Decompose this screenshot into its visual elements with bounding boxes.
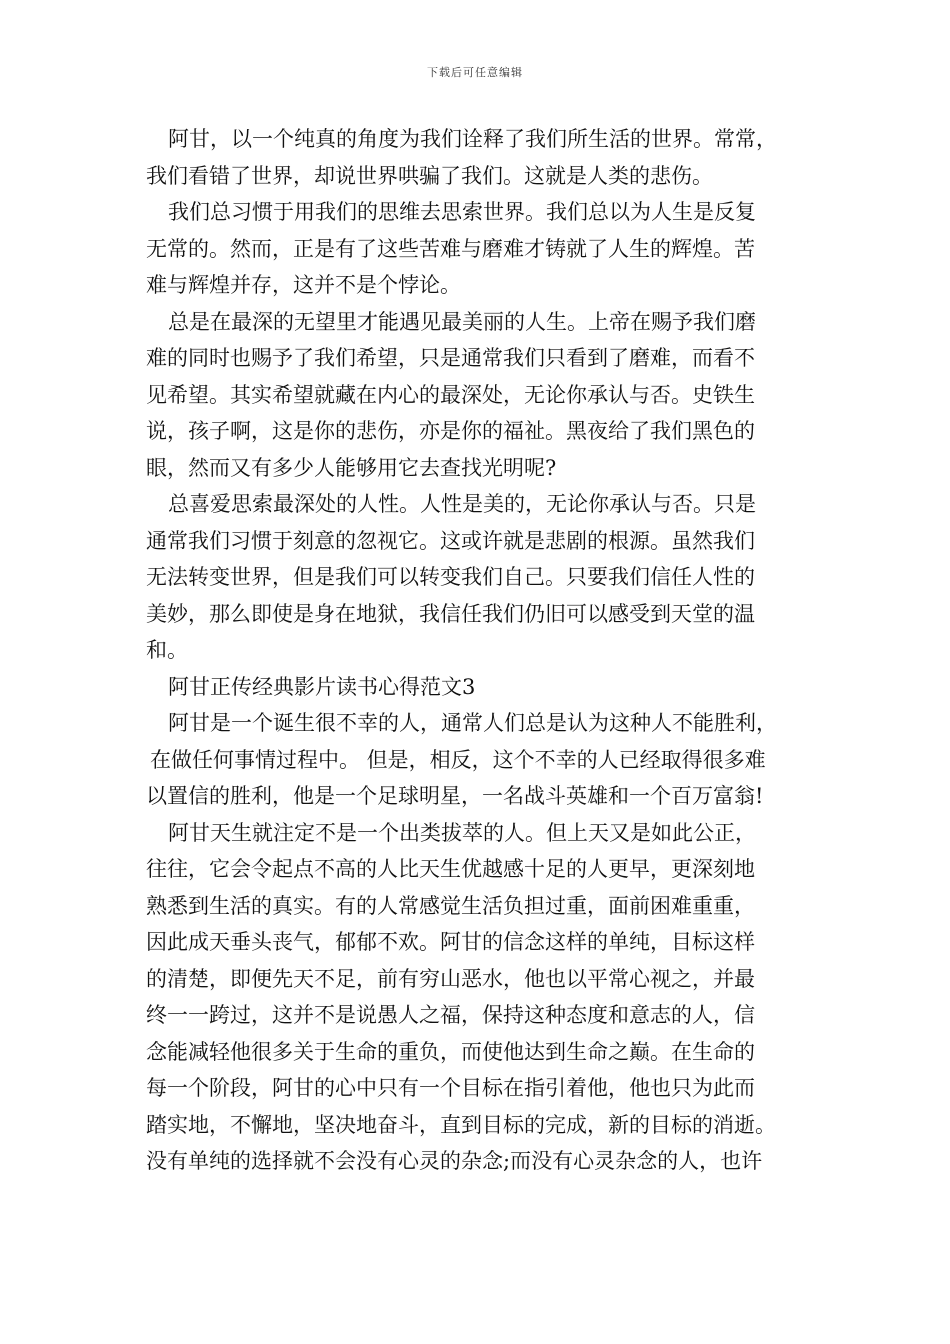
text-line: 踏实地，不懈地，坚决地奋斗，直到目标的完成，新的目标的消逝。 bbox=[146, 1112, 776, 1137]
text-line: 和。 bbox=[146, 638, 188, 662]
text-line: 阿甘天生就注定不是一个出类拔萃的人。但上天又是如此公正， bbox=[168, 820, 756, 845]
text-line: 阿甘是一个诞生很不幸的人，通常人们总是认为这种人不能胜利， bbox=[168, 711, 777, 735]
text-line: 说，孩子啊，这是你的悲伤，亦是你的福祉。黑夜给了我们黑色的 bbox=[146, 419, 755, 443]
text-line: 因此成天垂头丧气，郁郁不欢。阿甘的信念这样的单纯，目标这样 bbox=[146, 930, 755, 954]
text-line: 阿甘正传经典影片读书心得范文3 bbox=[168, 674, 476, 699]
text-line: 我们总习惯于用我们的思维去思索世界。我们总以为人生是反复 bbox=[168, 200, 756, 224]
document-body bbox=[146, 121, 810, 1180]
text-line: 总喜爱思索最深处的人性。人性是美的，无论你承认与否。只是 bbox=[168, 492, 756, 516]
text-line: 美妙，那么即使是身在地狱，我信任我们仍旧可以感受到天堂的温 bbox=[146, 601, 755, 626]
text-line: 的清楚，即便先天不足，前有穷山恶水，他也以平常心视之，并最 bbox=[146, 966, 755, 991]
text-line: 通常我们习惯于刻意的忽视它。这或许就是悲剧的根源。虽然我们 bbox=[146, 528, 755, 553]
text-line: 终一一跨过，这并不是说愚人之福，保持这种态度和意志的人，信 bbox=[146, 1003, 755, 1027]
text-line: 熟悉到生活的真实。有的人常感觉生活负担过重，面前困难重重， bbox=[146, 893, 755, 918]
text-line: 阿甘，以一个纯真的角度为我们诠释了我们所生活的世界。常常， bbox=[168, 127, 777, 151]
text-line: 以置信的胜利，他是一个足球明星，一名战斗英雄和一个百万富翁! bbox=[146, 784, 764, 808]
page-header: 下载后可任意编辑 bbox=[427, 66, 523, 79]
text-line: 没有单纯的选择就不会没有心灵的杂念;而没有心灵杂念的人，也许 bbox=[146, 1149, 763, 1173]
text-line: 每一个阶段，阿甘的心中只有一个目标在指引着他，他也只为此而 bbox=[146, 1076, 755, 1100]
text-line: 念能减轻他很多关于生命的重负，而使他达到生命之巅。在生命的 bbox=[146, 1039, 755, 1064]
text-line: 我们看错了世界，却说世界哄骗了我们。这就是人类的悲伤。 bbox=[146, 163, 713, 188]
text-line: 难与辉煌并存，这并不是个悖论。 bbox=[146, 273, 461, 297]
text-line: 见希望。其实希望就藏在内心的最深处，无论你承认与否。史铁生 bbox=[146, 382, 755, 407]
text-line: 无法转变世界，但是我们可以转变我们自己。只要我们信任人性的 bbox=[146, 565, 755, 589]
text-line: 往往，它会令起点不高的人比天生优越感十足的人更早，更深刻地 bbox=[146, 857, 755, 881]
text-line: 眼，然而又有多少人能够用它去查找光明呢? bbox=[146, 455, 557, 480]
text-line: 总是在最深的无望里才能遇见最美丽的人生。上帝在赐予我们磨 bbox=[168, 309, 756, 334]
text-line: 难的同时也赐予了我们希望，只是通常我们只看到了磨难，而看不 bbox=[146, 346, 755, 370]
text-line: 在做任何事情过程中。 但是，相反，这个不幸的人已经取得很多难 bbox=[150, 747, 766, 772]
text-line: 无常的。然而，正是有了这些苦难与磨难才铸就了人生的辉煌。苦 bbox=[146, 236, 755, 261]
